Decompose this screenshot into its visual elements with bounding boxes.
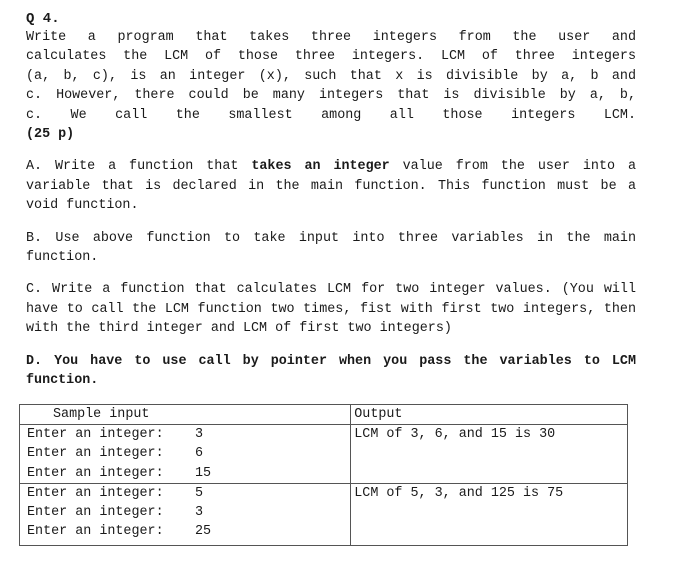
input-line (20, 444, 350, 463)
part-a-suffix: value from the user into a variable that is declared in the main function. This function must be a void function. (26, 159, 636, 214)
question-document (26, 10, 636, 391)
sample-input-cell (20, 483, 351, 545)
input-line (20, 522, 350, 541)
input-prompt: Enter an integer: (27, 465, 164, 481)
sample-output-cell (351, 425, 628, 484)
question-points: (25 p) (26, 127, 75, 143)
intro-line: c. However, there could be many integers that is divisible by a, b, (26, 88, 636, 104)
table-row (20, 483, 628, 545)
part-c: C. Write a function that calculates LCM for two integer values. (You will have to call the LCM function two times, fist with first two integers, then with the third integer and LCM of first two integers) (26, 282, 636, 337)
intro-line: calculates the LCM of those three integers. LCM of three integers (26, 49, 636, 65)
part-a-bold: takes an integer (251, 159, 390, 175)
sample-input-cell (20, 425, 351, 484)
table-row (20, 425, 628, 484)
part-a-prefix: A. Write a function that (26, 159, 252, 175)
part-a (26, 157, 636, 215)
header-sample-input: Sample input (20, 405, 351, 425)
input-line (20, 425, 350, 444)
input-value: 15 (195, 465, 212, 481)
input-value: 3 (195, 505, 204, 521)
input-prompt: Enter an integer: (27, 485, 164, 501)
output-line: LCM of 3, 6, and 15 is 30 (354, 427, 556, 442)
question-intro (26, 28, 636, 144)
question-title: Q 4. (26, 11, 60, 27)
input-prompt: Enter an integer: (27, 427, 164, 442)
output-line: LCM of 5, 3, and 125 is 75 (354, 485, 564, 501)
input-line (20, 503, 350, 522)
intro-line: c. We call the smallest among all those integers LCM. (26, 107, 636, 123)
part-b: B. Use above function to take input into three variables in the main function. (26, 230, 636, 266)
input-value: 6 (195, 446, 204, 462)
part-d: D. You have to use call by pointer when you pass the variables to LCM function. (26, 353, 636, 389)
input-line (20, 484, 350, 503)
input-line (20, 464, 350, 483)
sample-output-cell (351, 483, 628, 545)
input-value: 3 (195, 427, 204, 442)
input-value: 5 (195, 485, 204, 501)
intro-line: (a, b, c), is an integer (x), such that x is divisible by a, b and (26, 68, 636, 84)
input-prompt: Enter an integer: (27, 446, 164, 462)
header-output: Output (351, 405, 628, 425)
input-prompt: Enter an integer: (27, 524, 164, 540)
input-value: 25 (195, 524, 212, 540)
sample-io-table (19, 404, 628, 546)
intro-line: Write a program that takes three integers from the user and (26, 30, 636, 45)
input-prompt: Enter an integer: (27, 505, 164, 521)
table-header-row (20, 405, 628, 425)
